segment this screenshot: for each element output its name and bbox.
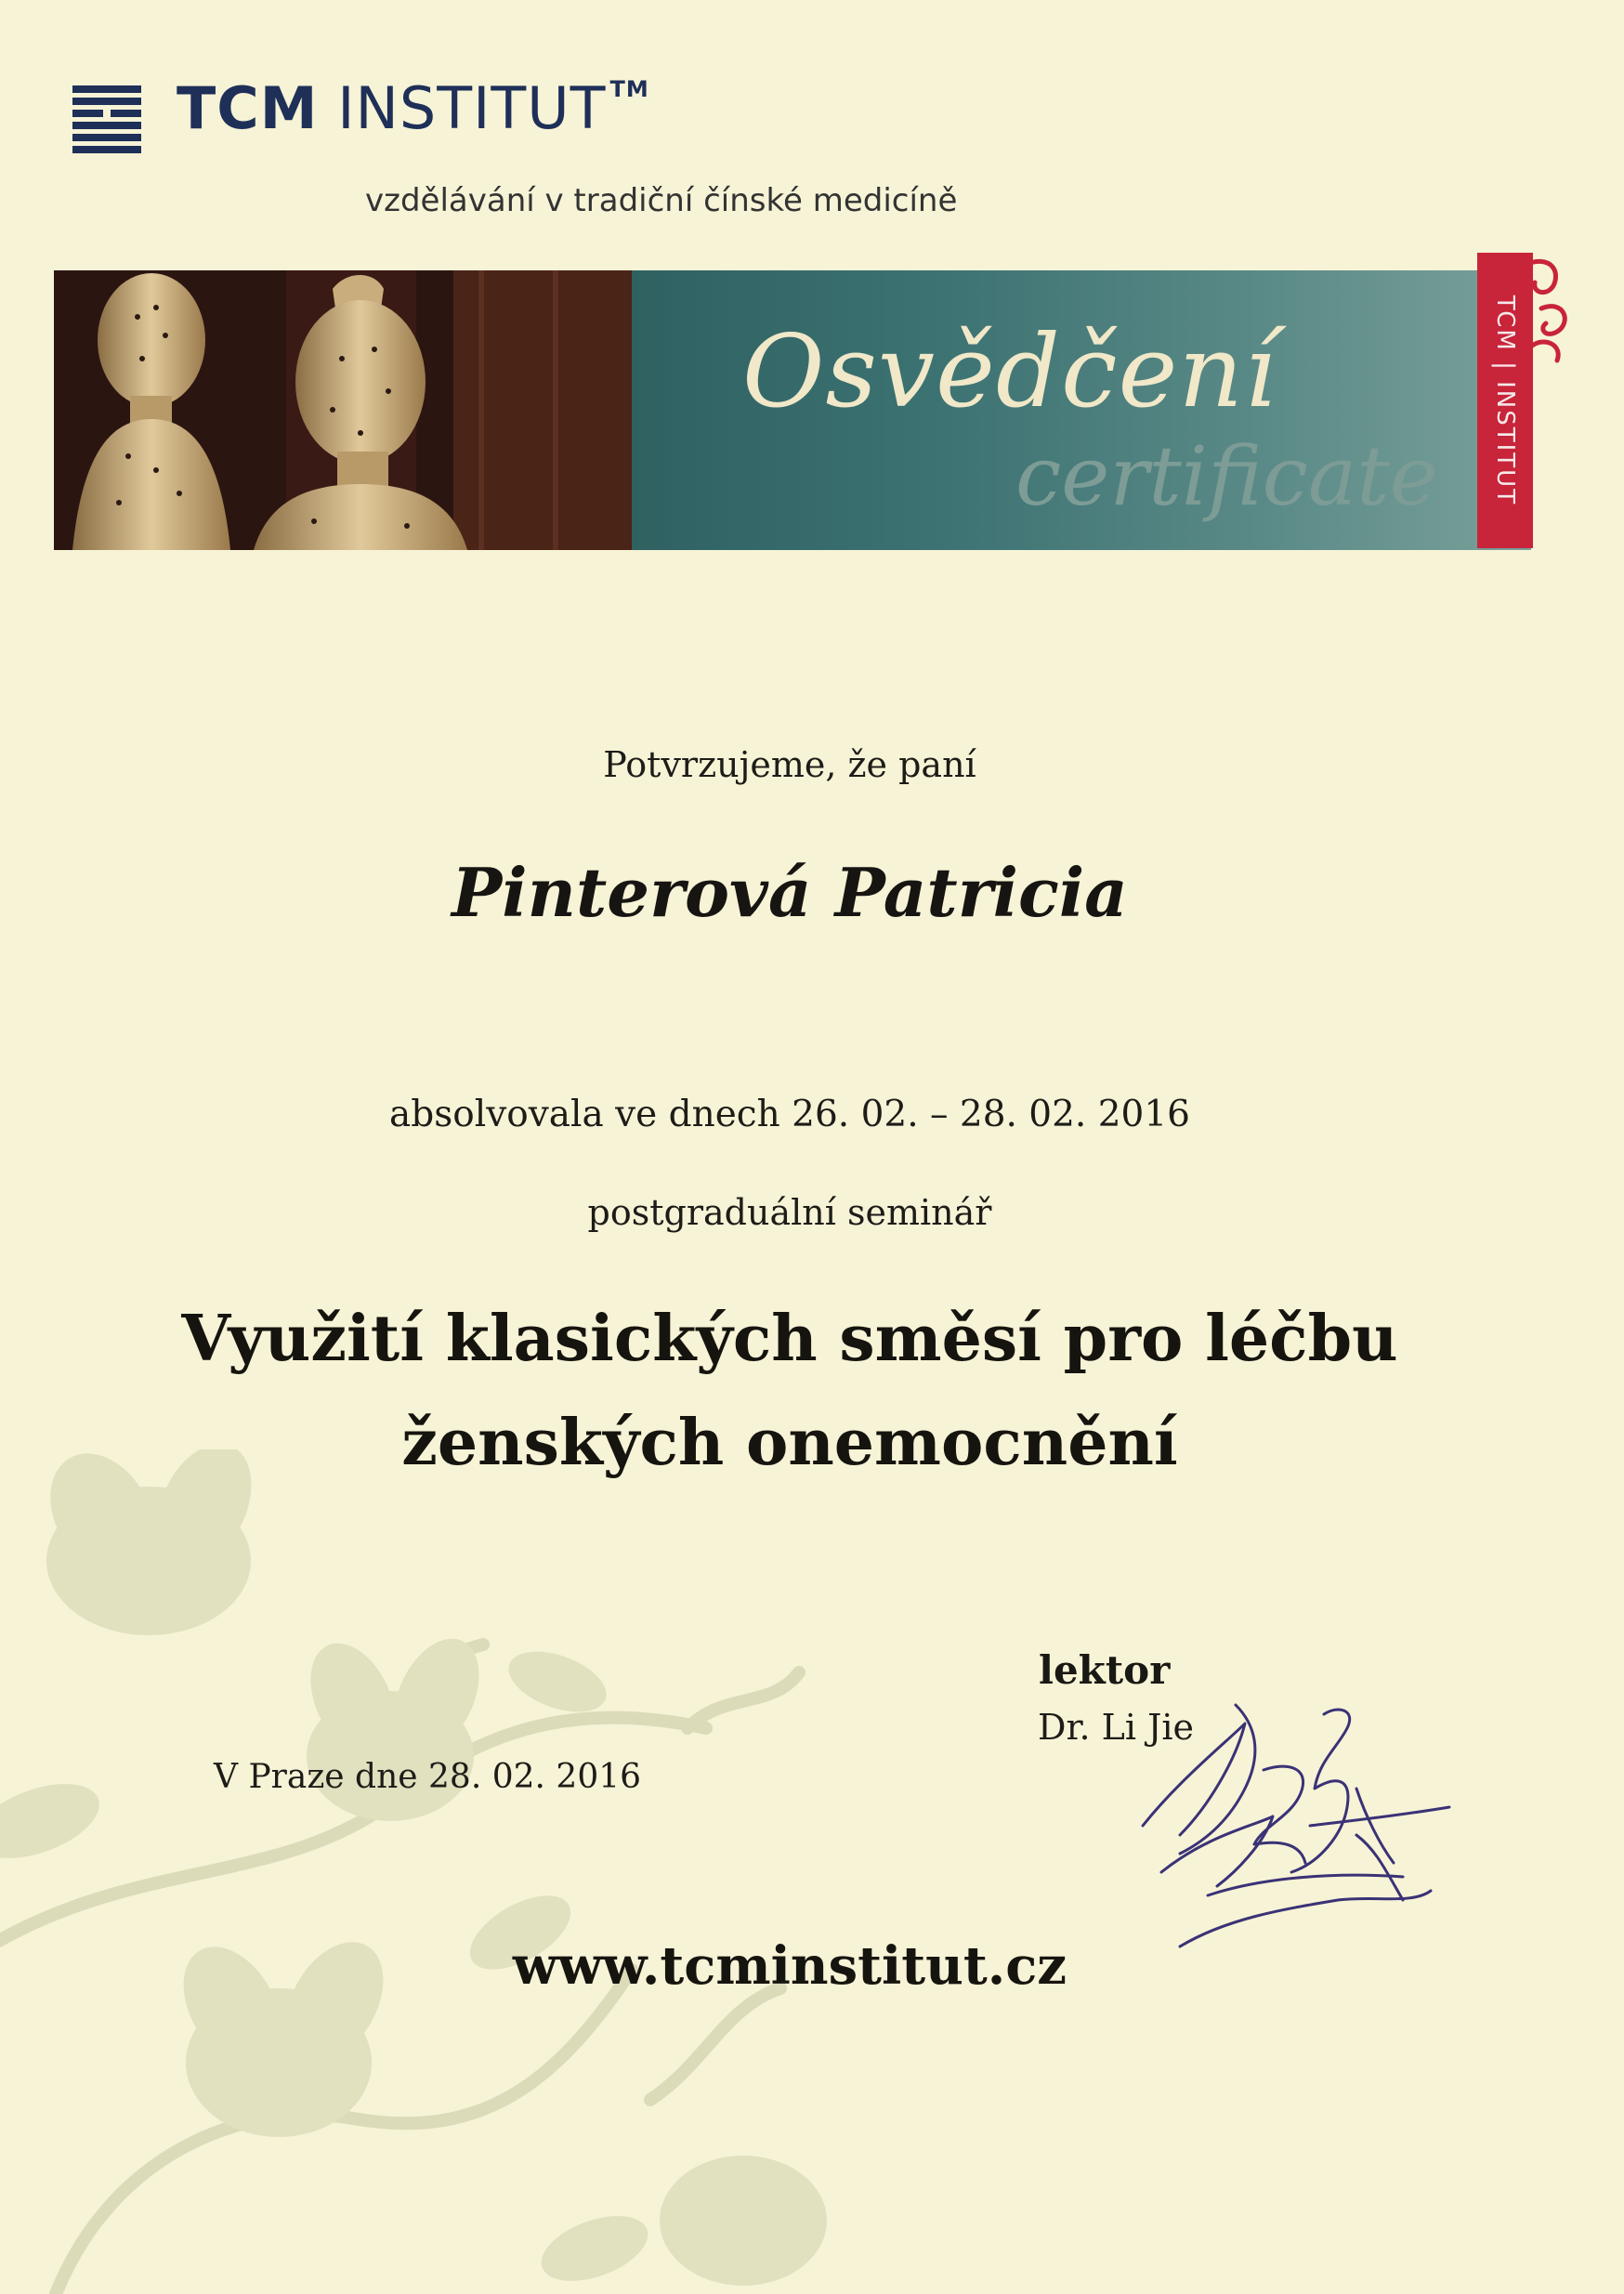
intro-text: Potvrzujeme, že paní bbox=[603, 744, 976, 785]
course-title-line-1: Využití klasických směsí pro léčbu bbox=[181, 1302, 1398, 1376]
side-tab-label: TCM | INSTITUT bbox=[1491, 295, 1519, 506]
banner-title: Osvědčení bbox=[742, 314, 1277, 430]
floral-ornament bbox=[0, 1449, 929, 2294]
lecturer-name: Dr. Li Jie bbox=[1038, 1707, 1194, 1748]
banner-subtitle: certificate bbox=[1015, 428, 1438, 524]
acupuncture-statues-photo bbox=[54, 270, 632, 550]
seminar-type: postgraduální seminář bbox=[587, 1192, 992, 1233]
lecturer-signature bbox=[1124, 1686, 1459, 1974]
recipient-name: Pinterová Patricia bbox=[452, 853, 1128, 932]
swirl-ornament-icon bbox=[1490, 243, 1576, 374]
brand-regular: INSTITUT bbox=[337, 74, 607, 142]
lecturer-label: lektor bbox=[1039, 1647, 1171, 1693]
course-title bbox=[0, 1287, 1579, 1495]
brand-name bbox=[177, 74, 649, 142]
course-dates: absolvovala ve dnech 26. 02. – 28. 02. 2016 bbox=[389, 1094, 1190, 1135]
statues-illustration bbox=[54, 270, 632, 550]
tcm-logo-icon bbox=[72, 85, 141, 154]
website-link[interactable]: www.tcminstitut.cz bbox=[512, 1935, 1067, 1997]
tagline: vzdělávání v tradiční čínské medicíně bbox=[365, 182, 958, 219]
brand-bold: TCM bbox=[177, 74, 319, 142]
course-title-line-2: ženských onemocnění bbox=[401, 1406, 1178, 1480]
place-and-date: V Praze dne 28. 02. 2016 bbox=[214, 1758, 642, 1796]
certificate-banner bbox=[54, 270, 1531, 550]
trademark: TM bbox=[609, 76, 649, 102]
